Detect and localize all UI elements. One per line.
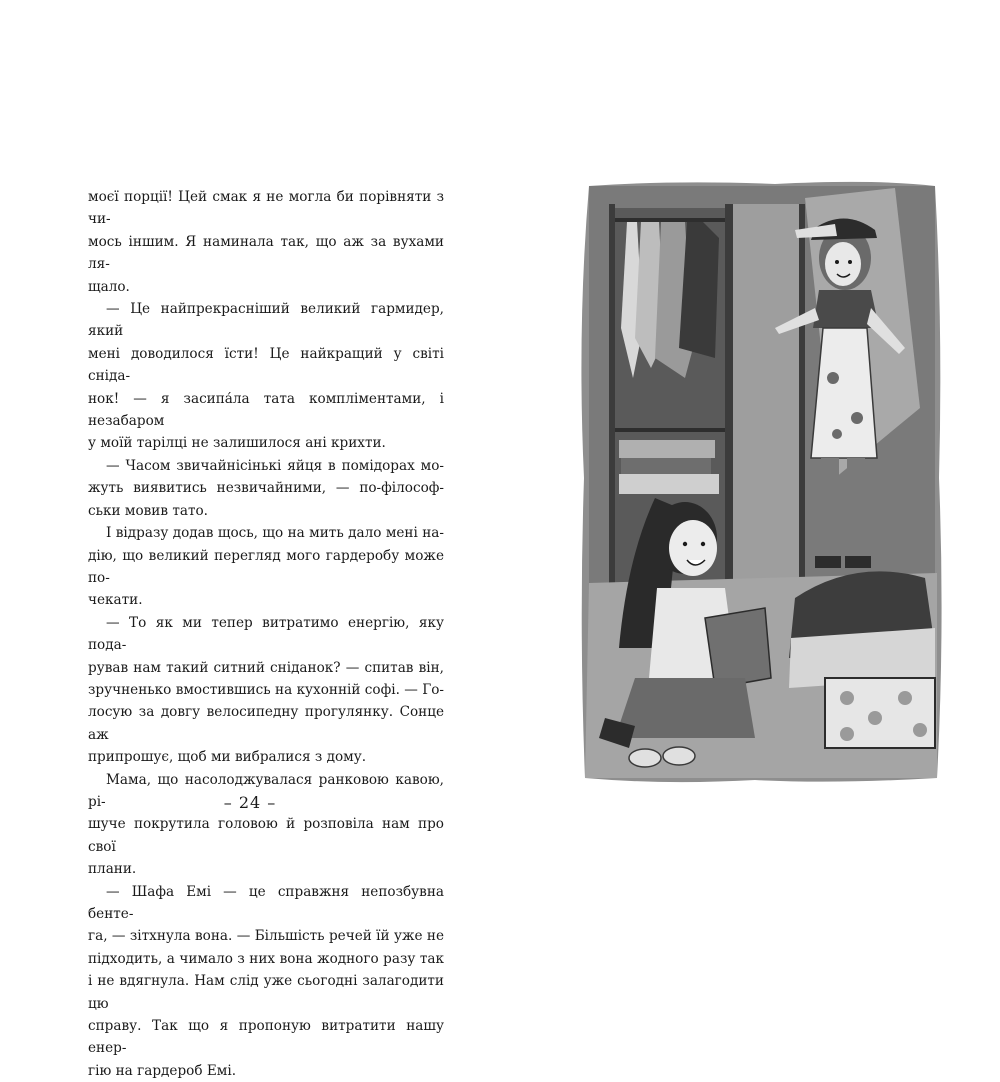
text-line: у моїй тарілці не залишилося ані крихти.: [88, 435, 386, 452]
text-line: припрошує, щоб ми вибралися з дому.: [88, 749, 367, 766]
text-line: І відразу додав щось, що на мить дало мені на-: [106, 525, 444, 542]
text-line: Мама, що насолоджувалася ранковою кавою, рі-: [88, 771, 444, 810]
slipper-left: [629, 749, 661, 767]
text-line: нок! — я засипа́ла тата компліментами, і незабаром: [88, 390, 444, 430]
text-line: плани.: [88, 861, 137, 878]
text-line: гію на гардероб Емі.: [88, 1062, 237, 1079]
wardrobe-door: [733, 204, 803, 594]
text-line: мось іншим. Я наминала так, що аж за вухами ля-: [88, 233, 444, 273]
text-line: дію, що великий перегляд мого гардеробу може по-: [88, 547, 444, 586]
text-line: — Шафа Емі — це справжня непозбувна бенте-: [88, 883, 444, 922]
text-page: [88, 186, 444, 1082]
illustration: [575, 178, 947, 786]
text-line: мені доводилося їсти! Це найкращий у світі сніда-: [88, 345, 444, 385]
text-line: лосую за довгу велосипедну прогулянку. Сонце аж: [88, 704, 444, 743]
text-line: га, — зітхнула вона. — Більшість речей їй уже не: [88, 928, 444, 945]
text-line: шуче покрутила головою й розповіла нам про свої: [88, 816, 444, 855]
text-line: жуть виявитись незвичайними, — по-філософ-: [88, 480, 444, 497]
text-line: — То як ми тепер витратимо енергію, яку пода-: [88, 614, 444, 654]
slipper-right: [663, 747, 695, 765]
text-line: справу. Так що я пропоную витратити нашу енер-: [88, 1018, 444, 1057]
text-line: ськи мовив тато.: [88, 502, 208, 519]
text-line: чекати.: [88, 592, 143, 609]
text-line: — Це найпрекрасніший великий гармидер, який: [88, 301, 444, 340]
text-line: підходить, а чимало з них вона жодного разу так: [88, 950, 444, 967]
page-number: – 24 –: [223, 793, 277, 812]
text-line: моєї порції! Цей смак я не могла би порівняти з чи-: [88, 189, 444, 228]
text-line: щало.: [88, 278, 130, 295]
wardrobe-girls-illustration: [575, 178, 947, 786]
text-line: зручненько вмостившись на кухонній софі. — Го-: [88, 681, 444, 698]
text-line: — Часом звичайнісінькі яйця в помідорах мо-: [106, 457, 444, 474]
text-line: рував нам такий ситний сніданок? — спитав він,: [88, 659, 444, 676]
text-line: і не вдягнула. Нам слід уже сьогодні залагодити цю: [88, 973, 444, 1012]
